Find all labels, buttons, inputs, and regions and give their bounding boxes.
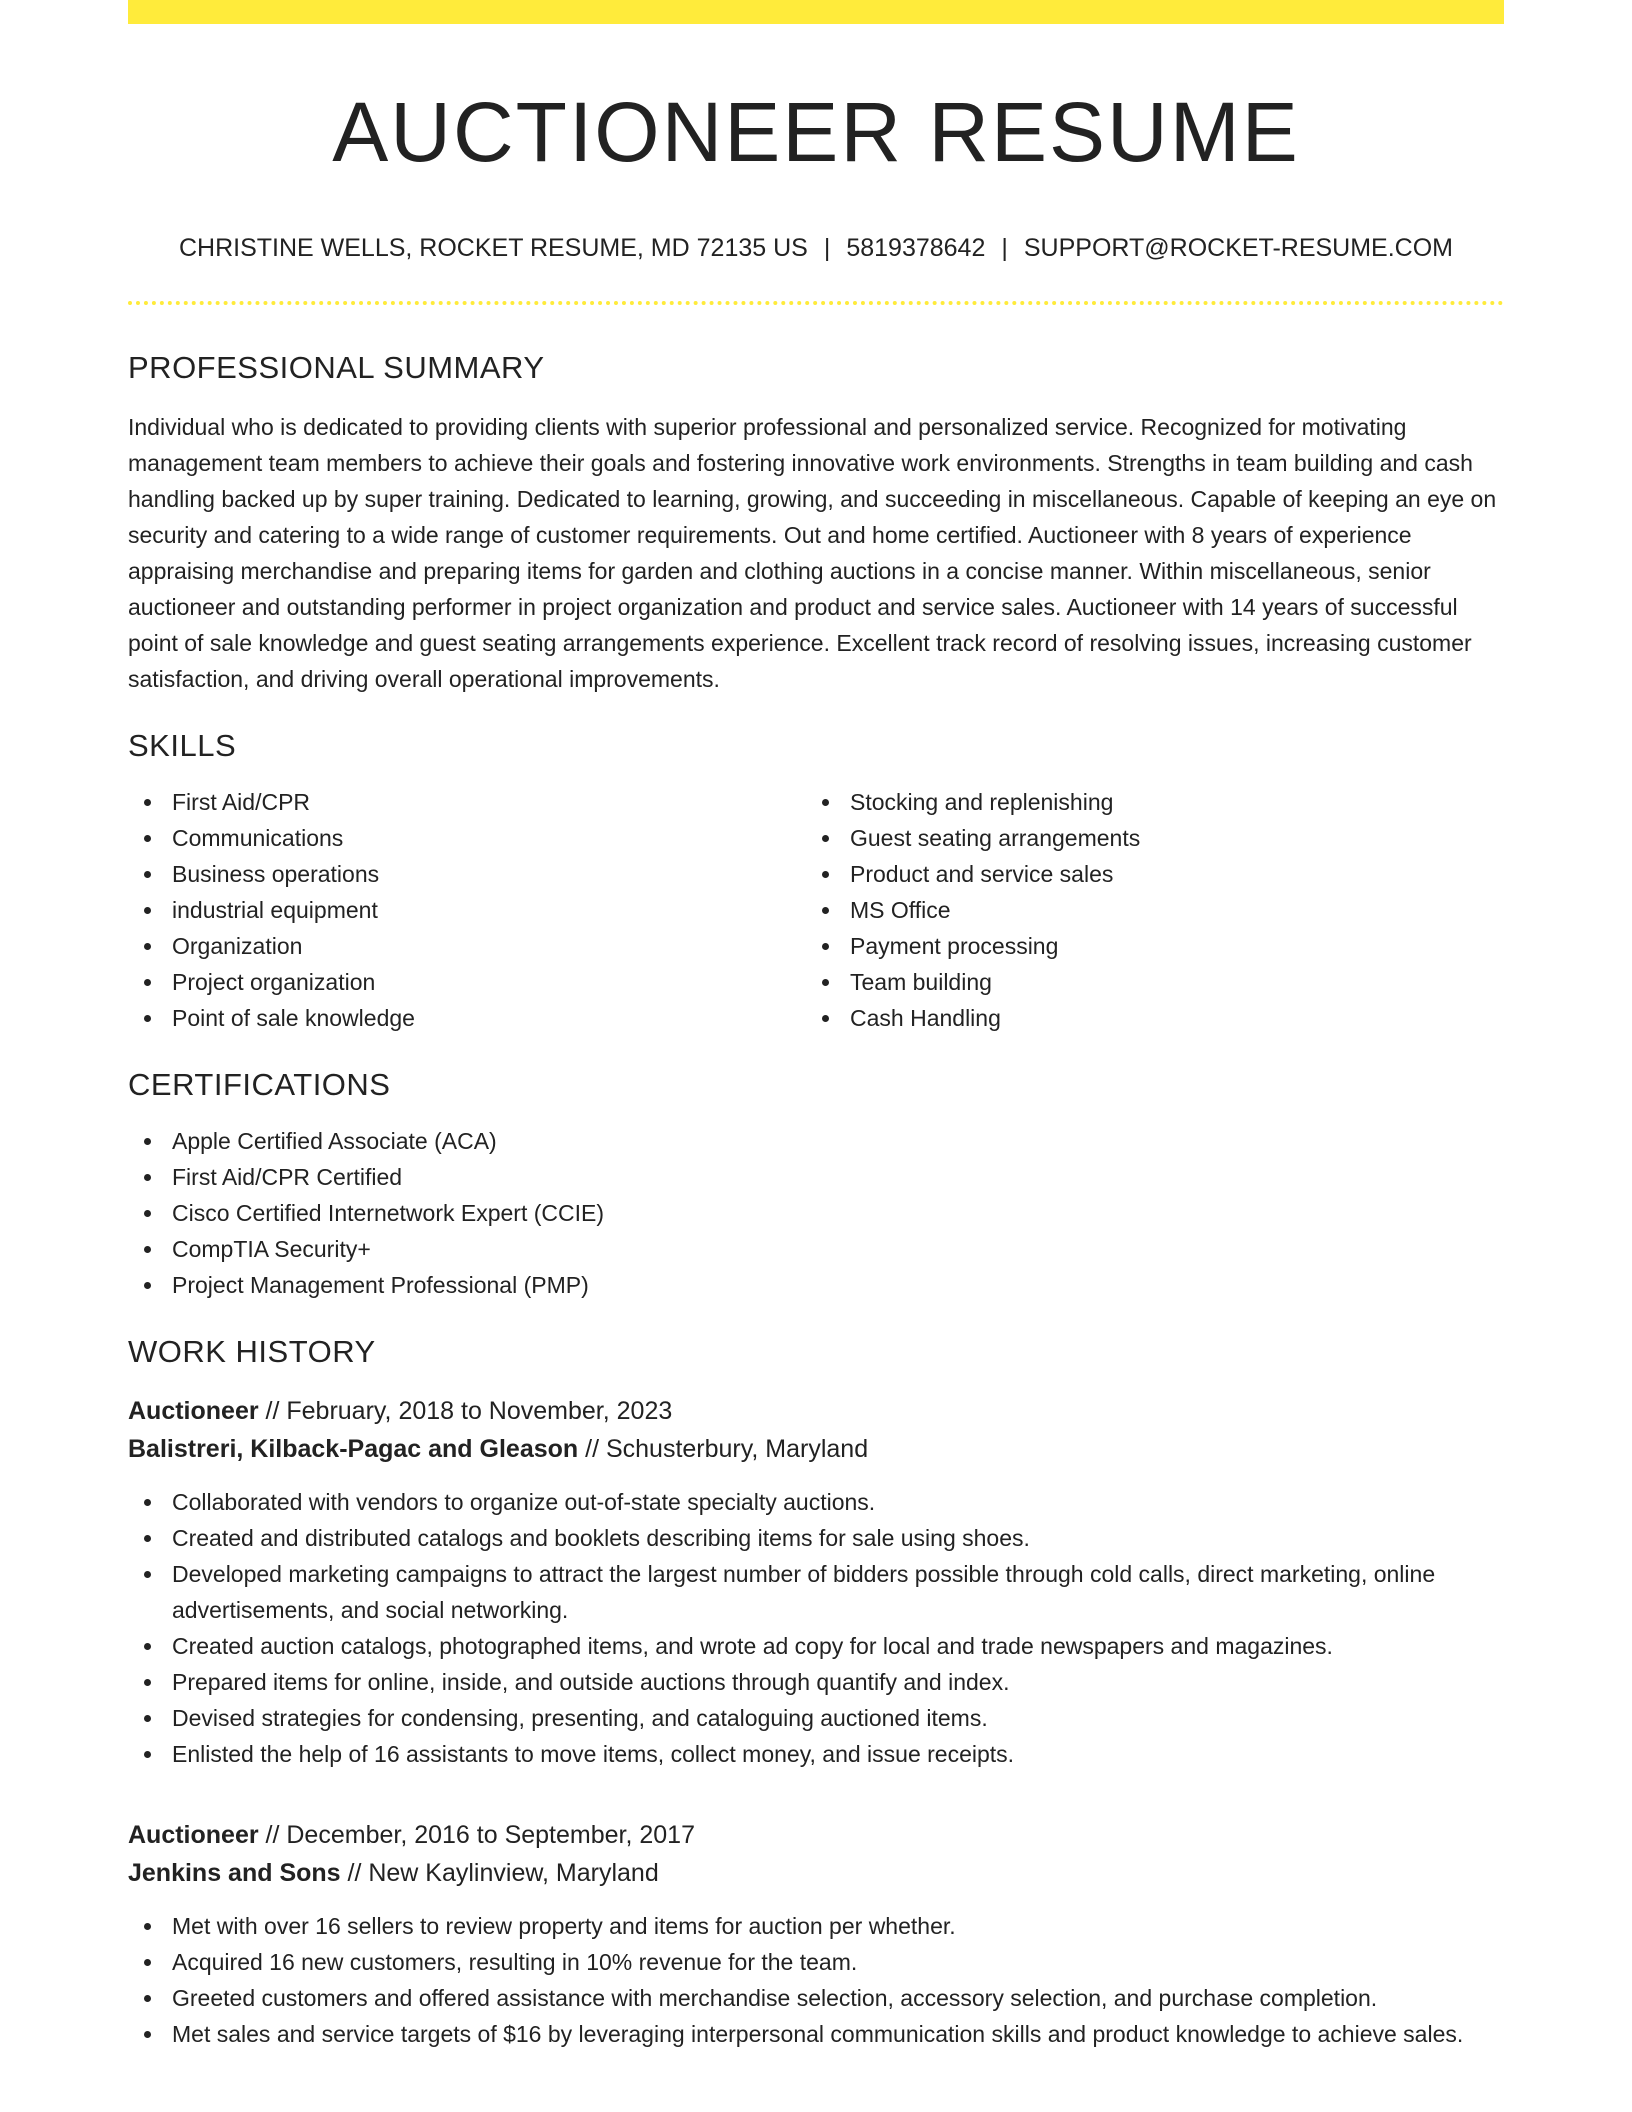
contact-separator: | bbox=[823, 234, 831, 263]
skill-item: Product and service sales bbox=[806, 856, 1484, 892]
job-location: // Schusterbury, Maryland bbox=[578, 1435, 869, 1464]
skill-item: Business operations bbox=[128, 856, 806, 892]
summary-text: Individual who is dedicated to providing clients with superior professional and personalized service. Recognized for motivating management team members to achieve their goals and fostering innovative work environments. Strengths in team building and cash handling backed up by super training. Dedicated to learning, growing, and succeeding in miscellaneous. Capable of keeping an eye on security and catering to a wide range of customer requirements. Out and home certified. Auctioneer with 8 years of experience appraising merchandise and preparing items for garden and clothing auctions in a concise manner. Within miscellaneous, senior auctioneer and outstanding performer in project organization and product and service sales. Auctioneer with 14 years of successful point of sale knowledge and guest seating arrangements experience. Excellent track record of resolving issues, increasing customer satisfaction, and driving overall operational improvements. bbox=[128, 413, 1497, 692]
resume-page bbox=[128, 0, 1504, 2052]
summary-heading: PROFESSIONAL SUMMARY bbox=[128, 350, 545, 386]
skill-item: Communications bbox=[128, 820, 806, 856]
contact-address: CHRISTINE WELLS, ROCKET RESUME, MD 72135 US bbox=[178, 234, 808, 263]
job-bullet: Greeted customers and offered assistance with merchandise selection, accessory selection, and purchase completion. bbox=[128, 1980, 1504, 2016]
skill-item: industrial equipment bbox=[128, 892, 806, 928]
job-entry bbox=[128, 1392, 1504, 1772]
skill-item: Stocking and replenishing bbox=[806, 784, 1484, 820]
certifications-list bbox=[128, 1123, 1504, 1303]
job-bullet: Created auction catalogs, photographed items, and wrote ad copy for local and trade newspapers and magazines. bbox=[128, 1628, 1504, 1664]
skill-item: Organization bbox=[128, 928, 806, 964]
skill-item: Team building bbox=[806, 964, 1484, 1000]
job-bullet: Prepared items for online, inside, and outside auctions through quantify and index. bbox=[128, 1664, 1504, 1700]
job-bullet: Collaborated with vendors to organize out-of-state specialty auctions. bbox=[128, 1484, 1504, 1520]
skills-heading: SKILLS bbox=[128, 727, 237, 763]
contact-email: SUPPORT@ROCKET-RESUME.COM bbox=[1023, 234, 1454, 263]
page-title: AUCTIONEER RESUME bbox=[332, 85, 1300, 179]
skill-item: Payment processing bbox=[806, 928, 1484, 964]
job-entry bbox=[128, 1816, 1504, 2052]
contact-phone: 5819378642 bbox=[846, 234, 986, 263]
job-title-line bbox=[128, 1816, 1504, 1854]
certification-item: Cisco Certified Internetwork Expert (CCIE) bbox=[128, 1195, 1504, 1231]
job-company-line bbox=[128, 1430, 1504, 1468]
skills-list-right bbox=[806, 784, 1484, 1036]
accent-bar bbox=[128, 0, 1504, 24]
certifications-heading: CERTIFICATIONS bbox=[128, 1066, 391, 1102]
job-company: Balistreri, Kilback-Pagac and Gleason bbox=[128, 1435, 579, 1464]
job-location: // New Kaylinview, Maryland bbox=[340, 1859, 659, 1888]
job-bullets bbox=[128, 1908, 1504, 2052]
skills-columns bbox=[128, 784, 1504, 1036]
job-title: Auctioneer bbox=[128, 1821, 259, 1850]
job-bullet: Enlisted the help of 16 assistants to move items, collect money, and issue receipts. bbox=[128, 1736, 1504, 1772]
job-dates: // December, 2016 to September, 2017 bbox=[258, 1821, 695, 1850]
skill-item: Point of sale knowledge bbox=[128, 1000, 806, 1036]
job-dates: // February, 2018 to November, 2023 bbox=[258, 1397, 673, 1426]
skill-item: Cash Handling bbox=[806, 1000, 1484, 1036]
job-bullet: Met with over 16 sellers to review property and items for auction per whether. bbox=[128, 1908, 1504, 1944]
dotted-divider bbox=[128, 301, 1504, 305]
certification-item: CompTIA Security+ bbox=[128, 1231, 1504, 1267]
job-bullet: Devised strategies for condensing, presenting, and cataloguing auctioned items. bbox=[128, 1700, 1504, 1736]
job-company-line bbox=[128, 1854, 1504, 1892]
skills-list-left bbox=[128, 784, 806, 1036]
job-company: Jenkins and Sons bbox=[128, 1859, 341, 1888]
contact-line bbox=[128, 233, 1504, 263]
job-bullet: Acquired 16 new customers, resulting in 10% revenue for the team. bbox=[128, 1944, 1504, 1980]
skill-item: Guest seating arrangements bbox=[806, 820, 1484, 856]
work-history-heading: WORK HISTORY bbox=[128, 1333, 376, 1369]
certification-item: Project Management Professional (PMP) bbox=[128, 1267, 1504, 1303]
job-title-line bbox=[128, 1392, 1504, 1430]
skill-item: MS Office bbox=[806, 892, 1484, 928]
skill-item: Project organization bbox=[128, 964, 806, 1000]
job-title: Auctioneer bbox=[128, 1397, 259, 1426]
certification-item: Apple Certified Associate (ACA) bbox=[128, 1123, 1504, 1159]
certification-item: First Aid/CPR Certified bbox=[128, 1159, 1504, 1195]
job-bullet: Met sales and service targets of $16 by leveraging interpersonal communication skills and product knowledge to achieve sales. bbox=[128, 2016, 1504, 2052]
contact-separator: | bbox=[1001, 234, 1008, 263]
skill-item: First Aid/CPR bbox=[128, 784, 806, 820]
job-bullets bbox=[128, 1484, 1504, 1772]
job-bullet: Developed marketing campaigns to attract the largest number of bidders possible through cold calls, direct marketing, online advertisements, and social networking. bbox=[128, 1556, 1504, 1628]
job-bullet: Created and distributed catalogs and booklets describing items for sale using shoes. bbox=[128, 1520, 1504, 1556]
